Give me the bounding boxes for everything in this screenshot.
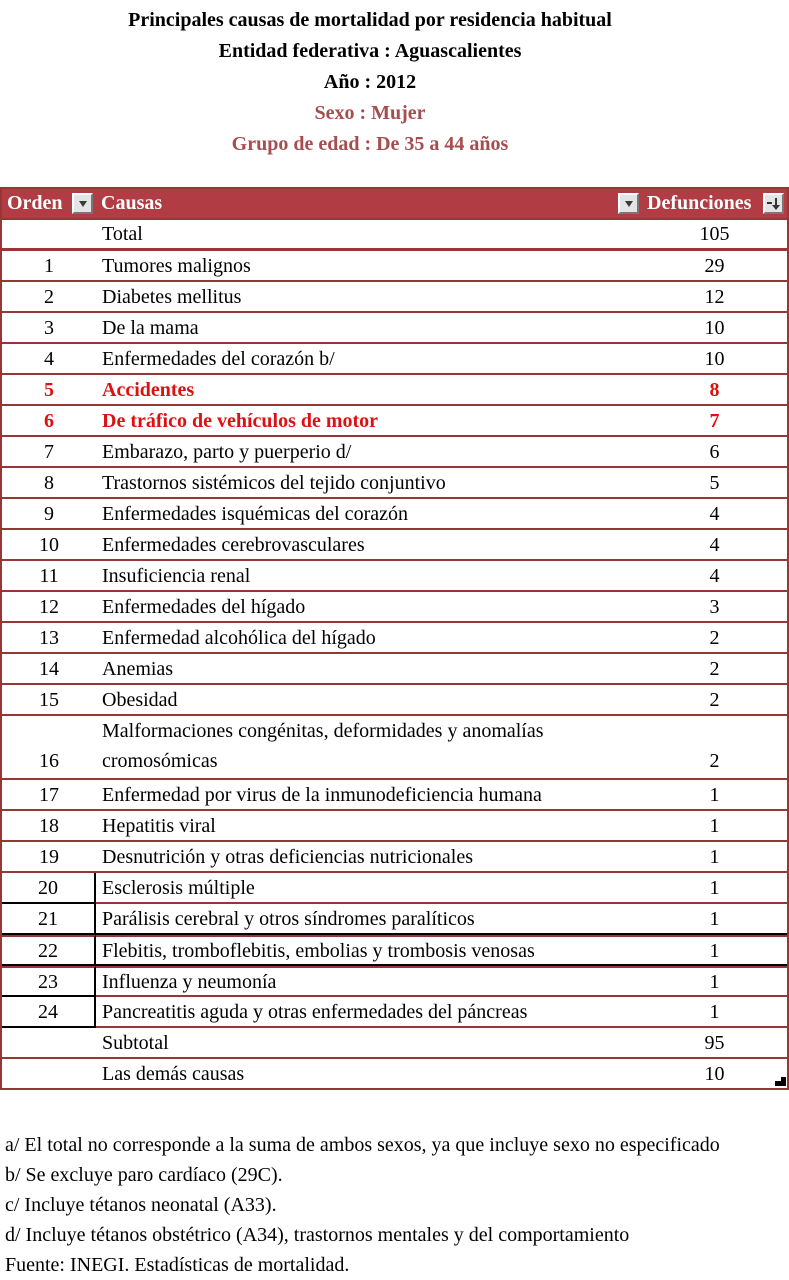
report-title: Principales causas de mortalidad por residencia habitual xyxy=(128,9,612,31)
column-header-causas xyxy=(96,187,642,220)
source-line: Fuente: INEGI. Estadísticas de mortalidad. xyxy=(5,1254,350,1276)
defunciones-cell: 105 xyxy=(642,220,787,251)
table-row xyxy=(2,935,787,966)
defunciones-cell: 3 xyxy=(642,592,787,623)
causa-cell: Esclerosis múltiple xyxy=(96,873,642,904)
table-row xyxy=(2,282,787,313)
table-row xyxy=(2,1059,787,1090)
causa-cell: Influenza y neumonía xyxy=(96,966,642,997)
causa-cell: Enfermedades del hígado xyxy=(96,592,642,623)
orden-cell: 23 xyxy=(2,966,96,997)
orden-cell: 16 xyxy=(2,716,96,780)
footnote-line: b/ Se excluye paro cardíaco (29C). xyxy=(5,1164,283,1186)
defunciones-cell: 1 xyxy=(642,811,787,842)
causes-table xyxy=(0,187,789,1090)
table-row xyxy=(2,530,787,561)
defunciones-cell: 1 xyxy=(642,842,787,873)
orden-cell: 1 xyxy=(2,251,96,282)
table-row xyxy=(2,997,787,1028)
footnote-line: a/ El total no corresponde a la suma de ambos sexos, ya que incluye sexo no especificado xyxy=(5,1134,720,1156)
column-header-orden xyxy=(2,187,96,220)
table-row xyxy=(2,811,787,842)
defunciones-cell: 1 xyxy=(642,935,787,966)
table-row xyxy=(2,437,787,468)
defunciones-cell: 6 xyxy=(642,437,787,468)
causa-cell: Diabetes mellitus xyxy=(96,282,642,313)
table-row xyxy=(2,592,787,623)
causa-cell: Enfermedades cerebrovasculares xyxy=(96,530,642,561)
orden-cell: 11 xyxy=(2,561,96,592)
causa-cell: Parálisis cerebral y otros síndromes paralíticos xyxy=(96,904,642,935)
defunciones-cell: 2 xyxy=(642,716,787,780)
orden-cell: 20 xyxy=(2,873,96,904)
table-row xyxy=(2,561,787,592)
defunciones-cell: 2 xyxy=(642,654,787,685)
causa-cell: Total xyxy=(96,220,642,251)
causa-cell: Hepatitis viral xyxy=(96,811,642,842)
defunciones-cell: 10 xyxy=(642,1059,787,1090)
footnotes-block xyxy=(0,1130,789,1280)
orden-cell: 4 xyxy=(2,344,96,375)
table-row xyxy=(2,780,787,811)
column-label-causas: Causas xyxy=(101,192,163,214)
table-row xyxy=(2,873,787,904)
orden-cell: 6 xyxy=(2,406,96,437)
table-row xyxy=(2,499,787,530)
defunciones-cell: 1 xyxy=(642,904,787,935)
filter-dropdown-icon xyxy=(79,201,87,207)
defunciones-cell: 5 xyxy=(642,468,787,499)
report-subtitle-age-group: Grupo de edad : De 35 a 44 años xyxy=(231,133,509,155)
orden-cell: 22 xyxy=(2,935,96,966)
causa-cell: Enfermedad alcohólica del hígado xyxy=(96,623,642,654)
orden-cell: 9 xyxy=(2,499,96,530)
defunciones-cell: 8 xyxy=(642,375,787,406)
causa-cell: Enfermedades del corazón b/ xyxy=(96,344,642,375)
defunciones-cell: 29 xyxy=(642,251,787,282)
orden-cell xyxy=(2,1059,96,1090)
report-subtitle-sex: Sexo : Mujer xyxy=(314,102,426,124)
orden-cell xyxy=(2,220,96,251)
table-row xyxy=(2,716,787,780)
table-row xyxy=(2,313,787,344)
sort-descending-filter-icon xyxy=(767,197,781,211)
orden-cell: 14 xyxy=(2,654,96,685)
orden-cell: 10 xyxy=(2,530,96,561)
defunciones-cell: 4 xyxy=(642,499,787,530)
defunciones-cell: 1 xyxy=(642,997,787,1028)
defunciones-cell: 10 xyxy=(642,344,787,375)
orden-cell: 5 xyxy=(2,375,96,406)
orden-cell: 8 xyxy=(2,468,96,499)
report-subtitle-entity: Entidad federativa : Aguascalientes xyxy=(218,40,522,62)
defunciones-cell: 95 xyxy=(642,1028,787,1059)
defunciones-cell: 4 xyxy=(642,530,787,561)
orden-cell: 12 xyxy=(2,592,96,623)
defunciones-cell: 1 xyxy=(642,966,787,997)
orden-cell: 17 xyxy=(2,780,96,811)
causa-cell: Enfermedad por virus de la inmunodeficiencia humana xyxy=(96,780,642,811)
orden-cell: 13 xyxy=(2,623,96,654)
orden-filter-button[interactable] xyxy=(72,193,93,214)
defunciones-cell: 7 xyxy=(642,406,787,437)
footnote-line: c/ Incluye tétanos neonatal (A33). xyxy=(5,1194,277,1216)
defunciones-cell: 12 xyxy=(642,282,787,313)
orden-cell xyxy=(2,1028,96,1059)
causas-filter-button[interactable] xyxy=(618,193,639,214)
defunciones-cell: 2 xyxy=(642,685,787,716)
table-row xyxy=(2,220,787,251)
footnote-line: d/ Incluye tétanos obstétrico (A34), trastornos mentales y del comportamiento xyxy=(5,1224,630,1246)
causa-cell: Trastornos sistémicos del tejido conjuntivo xyxy=(96,468,642,499)
causa-cell: Desnutrición y otras deficiencias nutricionales xyxy=(96,842,642,873)
causa-cell: Flebitis, tromboflebitis, embolias y trombosis venosas xyxy=(96,935,642,966)
causa-cell: Enfermedades isquémicas del corazón xyxy=(96,499,642,530)
orden-cell: 19 xyxy=(2,842,96,873)
defunciones-cell: 1 xyxy=(642,780,787,811)
orden-cell: 15 xyxy=(2,685,96,716)
orden-cell: 24 xyxy=(2,997,96,1028)
causa-cell: Accidentes xyxy=(96,375,642,406)
causa-cell: Subtotal xyxy=(96,1028,642,1059)
table-row xyxy=(2,251,787,282)
causa-cell: Las demás causas xyxy=(96,1059,642,1090)
table-row xyxy=(2,406,787,437)
table-row xyxy=(2,904,787,935)
orden-cell: 3 xyxy=(2,313,96,344)
causa-cell: Pancreatitis aguda y otras enfermedades del páncreas xyxy=(96,997,642,1028)
table-row xyxy=(2,842,787,873)
orden-cell: 2 xyxy=(2,282,96,313)
table-row xyxy=(2,468,787,499)
causes-table-header xyxy=(2,187,787,220)
causes-table-body xyxy=(2,220,787,1090)
causa-cell: Malformaciones congénitas, deformidades y anomalías cromosómicas xyxy=(96,716,642,780)
defunciones-cell: 2 xyxy=(642,623,787,654)
defunciones-cell: 10 xyxy=(642,313,787,344)
causa-cell: Insuficiencia renal xyxy=(96,561,642,592)
causa-cell: Tumores malignos xyxy=(96,251,642,282)
column-label-defunciones: Defunciones xyxy=(647,192,752,214)
table-row xyxy=(2,966,787,997)
table-row xyxy=(2,344,787,375)
orden-cell: 7 xyxy=(2,437,96,468)
filter-dropdown-icon xyxy=(625,201,633,207)
report-title-block xyxy=(0,0,740,160)
causa-cell: Anemias xyxy=(96,654,642,685)
orden-cell: 18 xyxy=(2,811,96,842)
table-resize-handle[interactable] xyxy=(775,1077,786,1086)
table-row xyxy=(2,375,787,406)
column-header-defunciones xyxy=(642,187,787,220)
causa-cell: De la mama xyxy=(96,313,642,344)
defunciones-sort-filter-button[interactable] xyxy=(763,193,784,214)
defunciones-cell: 4 xyxy=(642,561,787,592)
causa-cell: De tráfico de vehículos de motor xyxy=(96,406,642,437)
column-label-orden: Orden xyxy=(7,192,63,214)
table-row xyxy=(2,623,787,654)
report-subtitle-year: Año : 2012 xyxy=(323,71,417,93)
table-row xyxy=(2,654,787,685)
defunciones-cell: 1 xyxy=(642,873,787,904)
table-row xyxy=(2,685,787,716)
table-row xyxy=(2,1028,787,1059)
causa-cell: Obesidad xyxy=(96,685,642,716)
causa-cell: Embarazo, parto y puerperio d/ xyxy=(96,437,642,468)
orden-cell: 21 xyxy=(2,904,96,935)
